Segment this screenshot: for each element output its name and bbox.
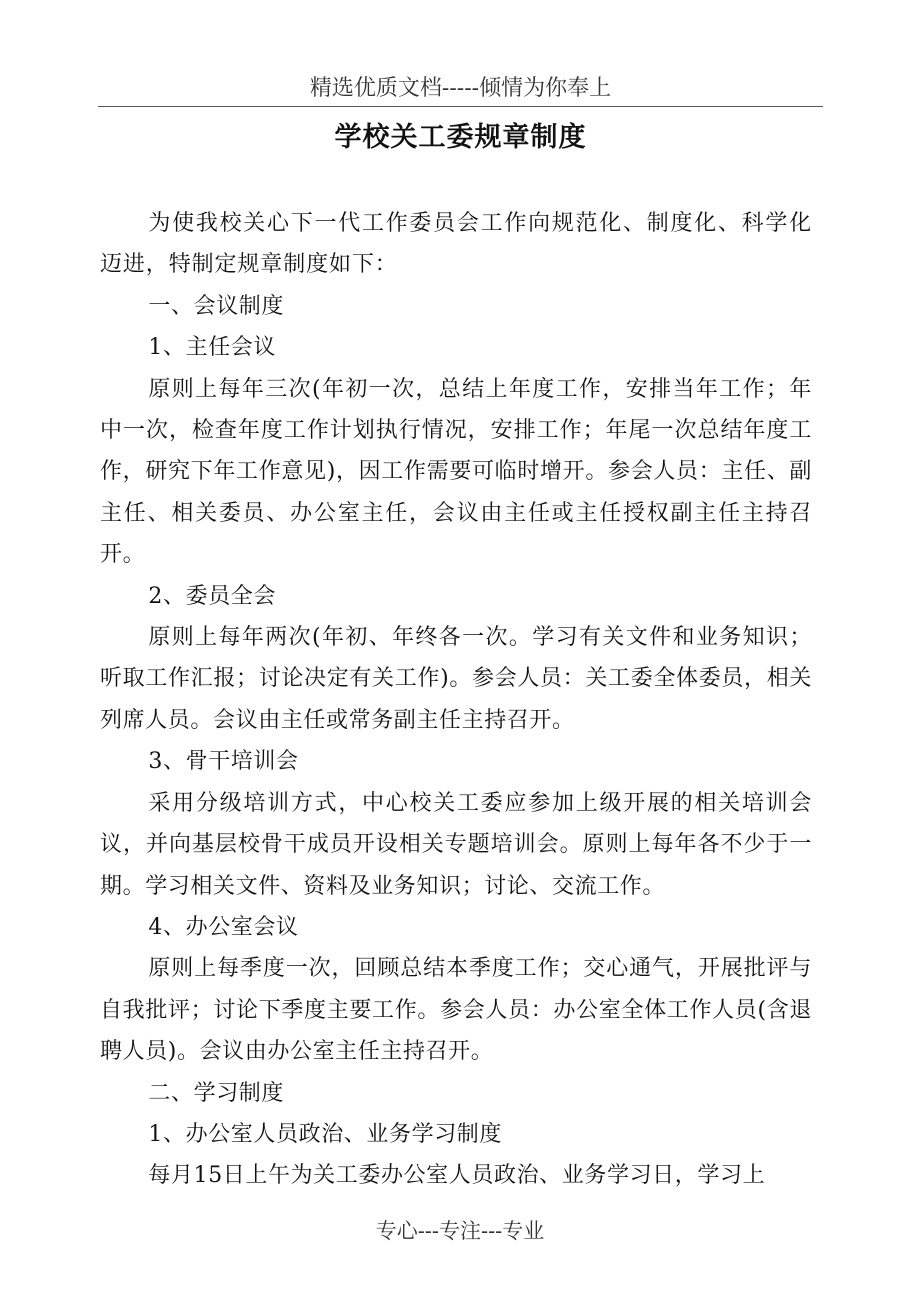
page-header: 精选优质文档-----倾情为你奉上 [98,72,823,107]
section-heading-study: 二、学习制度 [148,1080,284,1106]
paragraph-committee-meeting: 原则上每年两次(年初、年终各一次。学习有关文件和业务知识；听取工作汇报；讨论决定有关工作)。参会人员：关工委全体委员，相关列席人员。会议由主任或常务副主任主持召开。 [100,625,812,733]
subheading-office-meeting: 4、办公室会议 [148,914,299,940]
document-title: 学校关工委规章制度 [334,122,587,153]
document-body [100,203,812,1197]
subheading-office-study: 1、办公室人员政治、业务学习制度 [148,1121,502,1147]
page-footer: 专心---专注---专业 [375,1219,545,1243]
paragraph-office-study: 每月15日上午为关工委办公室人员政治、业务学习日，学习上 [148,1163,766,1189]
intro-paragraph: 为使我校关心下一代工作委员会工作向规范化、制度化、科学化迈进，特制定规章制度如下： [100,211,812,278]
subheading-committee-meeting: 2、委员全会 [148,583,276,609]
section-heading-meetings: 一、会议制度 [148,293,284,319]
paragraph-office-meeting: 原则上每季度一次，回顾总结本季度工作；交心通气，开展批评与自我批评；讨论下季度主要工作。参会人员：办公室全体工作人员(含退聘人员)。会议由办公室主任主持召开。 [100,956,812,1065]
paragraph-director-meeting: 原则上每年三次(年初一次，总结上年度工作，安排当年工作；年中一次，检查年度工作计划执行情况，安排工作；年尾一次总结年度工作，研究下年工作意见)，因工作需要可临时增开。参会人员：主任、副主任、相关委员、办公室主任，会议由主任或主任授权副主任主持召开。 [100,376,812,568]
subheading-director-meeting: 1、主任会议 [148,335,276,361]
paragraph-training-meeting: 采用分级培训方式，中心校关工委应参加上级开展的相关培训会议，并向基层校骨干成员开设相关专题培训会。原则上每年各不少于一期。学习相关文件、资料及业务知识；讨论、交流工作。 [100,790,812,899]
subheading-training-meeting: 3、骨干培训会 [148,749,299,775]
